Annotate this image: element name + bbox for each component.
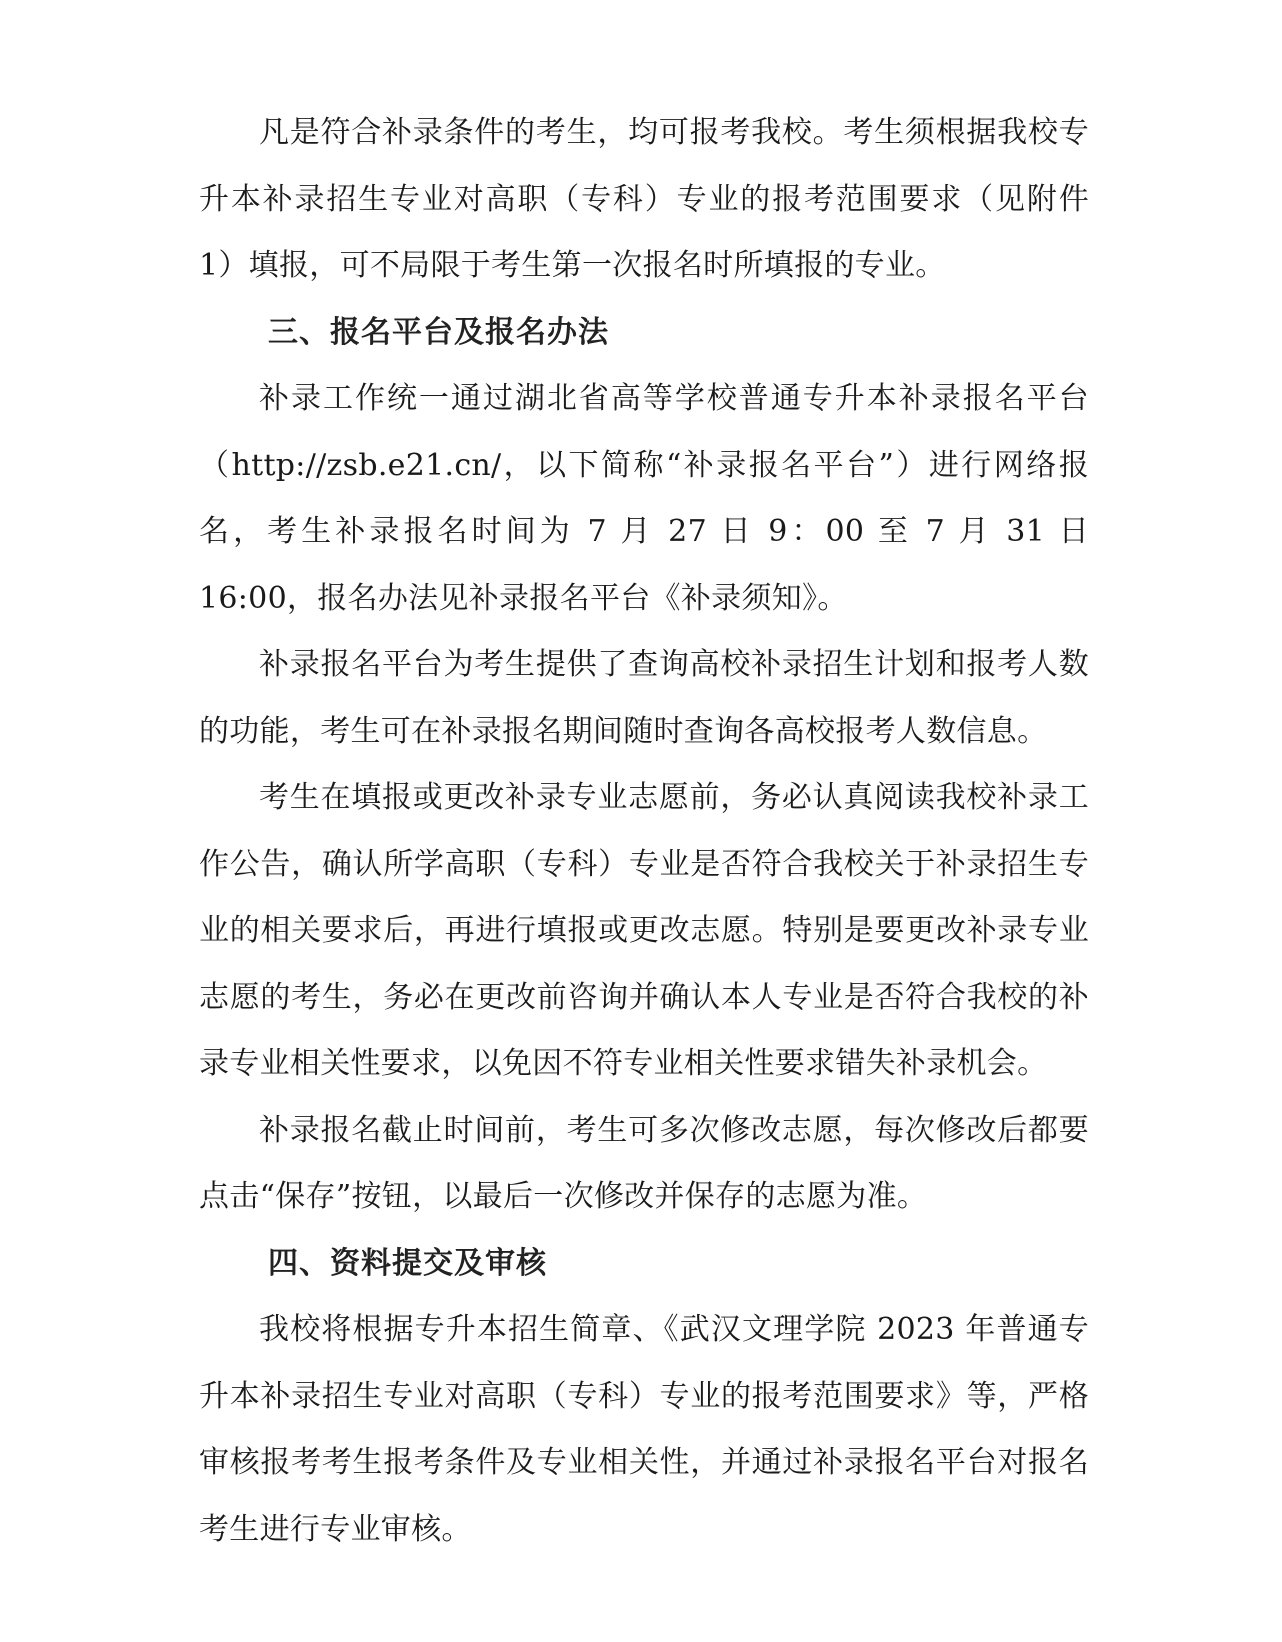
section-heading-registration: 三、报名平台及报名办法	[268, 314, 609, 350]
paragraph-eligibility: 凡是符合补录条件的考生，均可报考我校。考生须根据我校专升本补录招生专业对高职（专科）专业的报考范围要求（见附件 1）填报，可不局限于考生第一次报名时所填报的专业。	[199, 115, 1089, 283]
paragraph-platform-query: 补录报名平台为考生提供了查询高校补录招生计划和报考人数的功能，考生可在补录报名期间随时查询各高校报考人数信息。	[199, 647, 1089, 749]
paragraph-registration-platform: 补录工作统一通过湖北省高等学校普通专升本补录报名平台（http://zsb.e21.cn/，以下简称“补录报名平台”）进行网络报名，考生补录报名时间为 7 月 27 日 9：00 至 7 月 31 日 16:00，报名办法见补录报名平台《补录须知》。	[199, 381, 1089, 616]
paragraph-modify-preference: 补录报名截止时间前，考生可多次修改志愿，每次修改后都要点击“保存”按钮，以最后一次修改并保存的志愿为准。	[199, 1112, 1089, 1214]
document-body	[199, 100, 1089, 1563]
paragraph-major-requirement: 考生在填报或更改补录专业志愿前，务必认真阅读我校补录工作公告，确认所学高职（专科）专业是否符合我校关于补录招生专业的相关要求后，再进行填报或更改志愿。特别是要更改补录专业志愿的考生，务必在更改前咨询并确认本人专业是否符合我校的补录专业相关性要求，以免因不符专业相关性要求错失补录机会。	[199, 780, 1089, 1081]
section-heading-review: 四、资料提交及审核	[268, 1245, 547, 1281]
paragraph-review: 我校将根据专升本招生简章、《武汉文理学院 2023 年普通专升本补录招生专业对高职（专科）专业的报考范围要求》等，严格审核报考考生报考条件及专业相关性，并通过补录报名平台对报名考生进行专业审核。	[199, 1312, 1089, 1547]
